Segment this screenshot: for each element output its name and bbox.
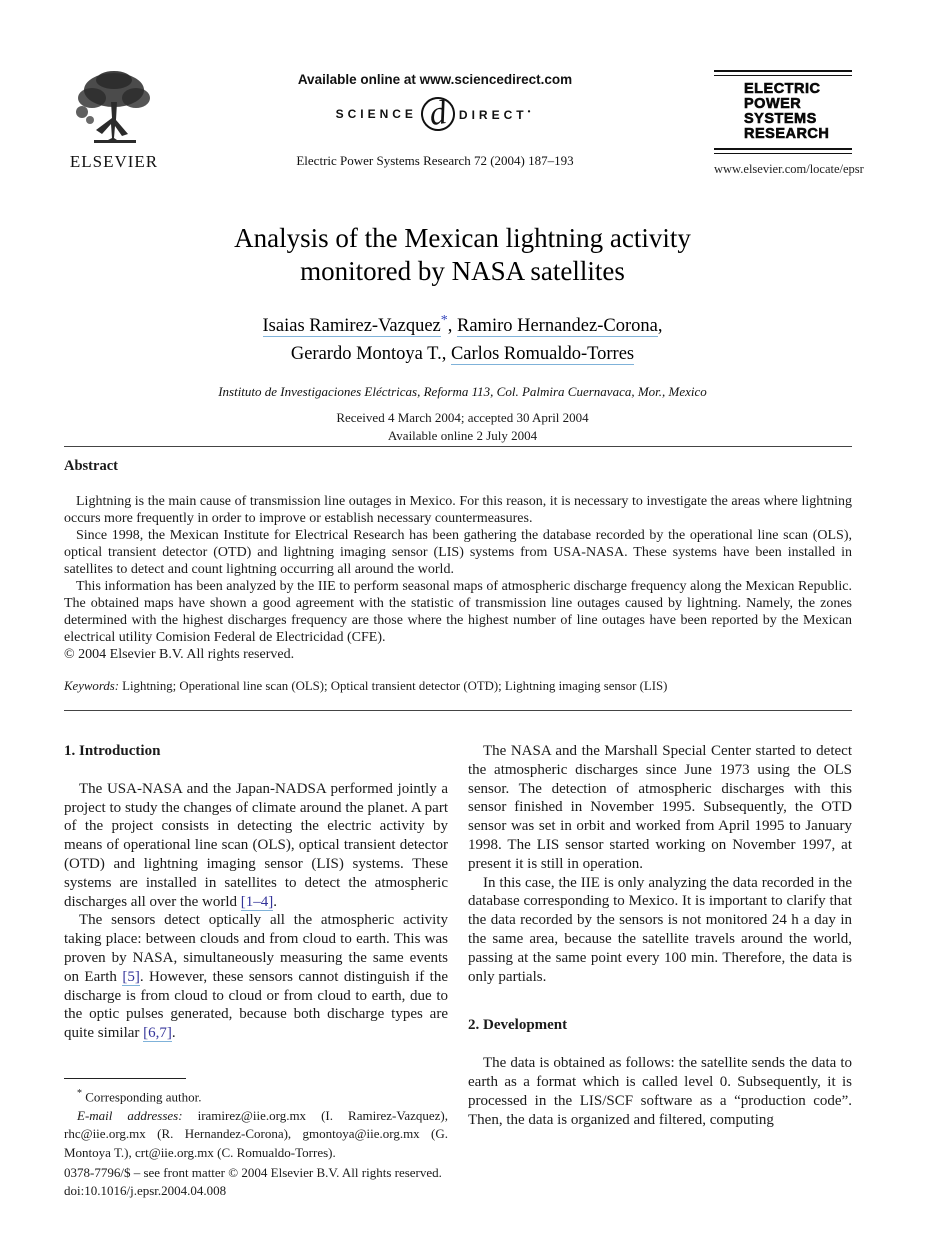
citation-link-6-7[interactable]: [6,7]	[143, 1025, 172, 1042]
abstract-section	[64, 458, 852, 663]
received-dates: Received 4 March 2004; accepted 30 April 2004	[336, 410, 589, 425]
journal-logo-line-2: POWER	[744, 96, 802, 112]
elsevier-tree-icon	[70, 68, 158, 150]
author-link-romualdo[interactable]: Carlos Romualdo-Torres	[450, 344, 635, 364]
elsevier-logo	[64, 68, 164, 172]
intro-paragraph-2-period: .	[171, 1025, 176, 1042]
footnote-divider	[64, 1078, 186, 1079]
section-heading-development: 2. Development	[468, 1017, 568, 1034]
development-paragraph-1: The data is obtained as follows: the satellite sends the data to earth as a format which is called level 0. Subsequently, it is processed in the LIS/SCF software as a “production code”. Then, the data is organized and filtered, computing	[468, 1055, 852, 1128]
issn-copyright-line: 0378-7796/$ – see front matter © 2004 Elsevier B.V. All rights reserved.	[64, 1165, 442, 1180]
author-montoya: Gerardo Montoya T.,	[290, 344, 451, 364]
right-paragraph-2: In this case, the IIE is only analyzing the data recorded in the database corresponding to Mexico. It is important to clarify that the data recorded by the sensors is not monitored 24 h a day in the same area, because the satellite travels around the world, passing at the same point every 100 min. Therefore, the data is only partials.	[468, 874, 852, 985]
footnote-asterisk: *	[77, 1088, 82, 1099]
elsevier-wordmark: ELSEVIER	[69, 152, 159, 171]
intro-paragraph-1-period: .	[273, 893, 278, 910]
left-column	[64, 742, 448, 1043]
journal-logo	[714, 70, 864, 177]
abstract-body	[64, 493, 852, 663]
intro-paragraph-1	[64, 780, 448, 912]
abstract-heading: Abstract	[64, 458, 118, 474]
citation-link-5[interactable]: [5]	[122, 968, 140, 985]
sciencedirect-science-text: SCIENCE	[335, 107, 417, 121]
footnote-block	[64, 1078, 448, 1162]
available-online-date: Available online 2 July 2004	[387, 428, 538, 443]
journal-logo-line-4: RESEARCH	[744, 126, 830, 142]
email-addresses	[64, 1107, 448, 1163]
right-paragraph-1: The NASA and the Marshall Special Center started to detect the atmospheric discharges since June 1973 using the OLS sensor. The detection of atmospheric discharges with this sensor finished in November 1995. Subsequently, the OTD sensor was set in orbit and worked from April 1995 to January 1998. The LIS sensor started working on November 1997, at present it is still in operation.	[468, 743, 852, 872]
abstract-paragraph-2: Since 1998, the Mexican Institute for Electrical Research has been gathering the database recorded by the operational line scan (OLS), optical transient detector (OTD) and lightning imaging sensor (LIS) systems from USA-NASA. These systems have been installed in satellites to detect and count lightning occurring all around the world.	[64, 528, 852, 577]
sciencedirect-d-icon: d	[419, 95, 457, 133]
journal-logo-text	[714, 76, 852, 148]
abstract-paragraph-3: This information has been analyzed by the IIE to perform seasonal maps of atmospheric discharge frequency along the Mexican Republic. The obtained maps have shown a good agreement with the statistic of transmission line outages caused by lightning. Namely, the zones determined with the highest discharges frequency are those where the highest number of line outages have been reported by the Mexican electrical utility Comision Federal de Electricidad (CFE).	[64, 579, 852, 645]
corresponding-author-note	[64, 1085, 448, 1107]
section-heading-introduction: 1. Introduction	[64, 743, 161, 759]
author-list	[0, 312, 925, 368]
footer-block	[64, 1164, 484, 1200]
corresponding-author-asterisk[interactable]: *	[440, 312, 448, 328]
author-line-1	[0, 312, 925, 340]
doi-line[interactable]: doi:10.1016/j.epsr.2004.04.008	[64, 1183, 227, 1198]
journal-logo-line-3: SYSTEMS	[744, 111, 817, 127]
citation-link-1-4[interactable]: [1–4]	[240, 893, 274, 910]
email-addresses-label: E-mail addresses:	[77, 1107, 183, 1123]
intro-paragraph-1-text: The USA-NASA and the Japan-NADSA performed jointly a project to study the changes of climate around the planet. A part of the project consists in detecting the electric activity by means of operational line scan (OLS), optical transient detector (OTD) and lightning imaging sensor (LIS) systems. These systems are installed in satellites to detect the atmospheric discharges all over the world	[64, 780, 448, 910]
title-line-1: Analysis of the Mexican lightning activity	[234, 223, 691, 253]
intro-paragraph-2-text-a: The sensors detect optically all the atmospheric activity taking place: between clouds and from cloud to earth. This was proven by NASA, simultaneously measuring the same events on Earth	[64, 912, 448, 985]
available-online-text: Available online at www.sciencedirect.com	[297, 72, 573, 87]
email-addresses-text[interactable]: iramirez@iie.org.mx (I. Ramirez-Vazquez), rhc@iie.org.mx (R. Hernandez-Corona), gmontoya@iie.org.mx (G. Montoya T.), crt@iie.org.mx (C. Romualdo-Torres).	[64, 1107, 448, 1160]
keywords-bottom-divider	[64, 710, 852, 711]
journal-logo-bottom-rule	[714, 148, 852, 154]
title-line-2: monitored by NASA satellites	[300, 256, 625, 286]
journal-homepage-link[interactable]: www.elsevier.com/locate/epsr	[714, 162, 864, 176]
author-line-2	[0, 340, 925, 368]
abstract-paragraph-1: Lightning is the main cause of transmission line outages in Mexico. For this reason, it is necessary to investigate the areas where lightning occurs more frequently in order to improve or establish necessary countermeasures.	[64, 494, 852, 526]
keywords-text: Lightning; Operational line scan (OLS); Optical transient detector (OTD); Lightning imaging sensor (LIS)	[118, 679, 668, 693]
header-center	[240, 72, 630, 169]
abstract-top-divider	[64, 446, 852, 447]
author-link-hernandez[interactable]: Ramiro Hernandez-Corona	[457, 316, 658, 336]
author-separator: ,	[447, 316, 457, 336]
registered-dot-icon: •	[527, 106, 535, 116]
sciencedirect-logo	[240, 94, 630, 134]
sciencedirect-direct-text: DIRECT•	[458, 106, 535, 122]
intro-paragraph-2-text-b: . However, these sensors cannot distinguish if the discharge is from cloud to cloud or from cloud to earth, due to the optic pulses generated, because both discharge types are quite similar	[64, 968, 448, 1042]
page-title	[0, 222, 925, 288]
title-block	[0, 222, 925, 444]
affiliation: Instituto de Investigaciones Eléctricas, Reforma 113, Col. Palmira Cuernavaca, Mor., Mexico	[218, 384, 707, 399]
right-column	[468, 742, 852, 1129]
keywords-label: Keywords:	[64, 679, 119, 693]
corresponding-author-text: Corresponding author.	[82, 1089, 202, 1105]
copyright-line: © 2004 Elsevier B.V. All rights reserved.	[64, 647, 295, 662]
intro-paragraph-2	[64, 911, 448, 1043]
keywords-line	[64, 679, 852, 694]
author-separator: ,	[657, 316, 663, 336]
journal-citation: Electric Power Systems Research 72 (2004) 187–193	[296, 153, 574, 168]
journal-logo-line-1: ELECTRIC	[744, 81, 821, 97]
author-link-ramirez[interactable]: Isaias Ramirez-Vazquez	[262, 316, 441, 336]
